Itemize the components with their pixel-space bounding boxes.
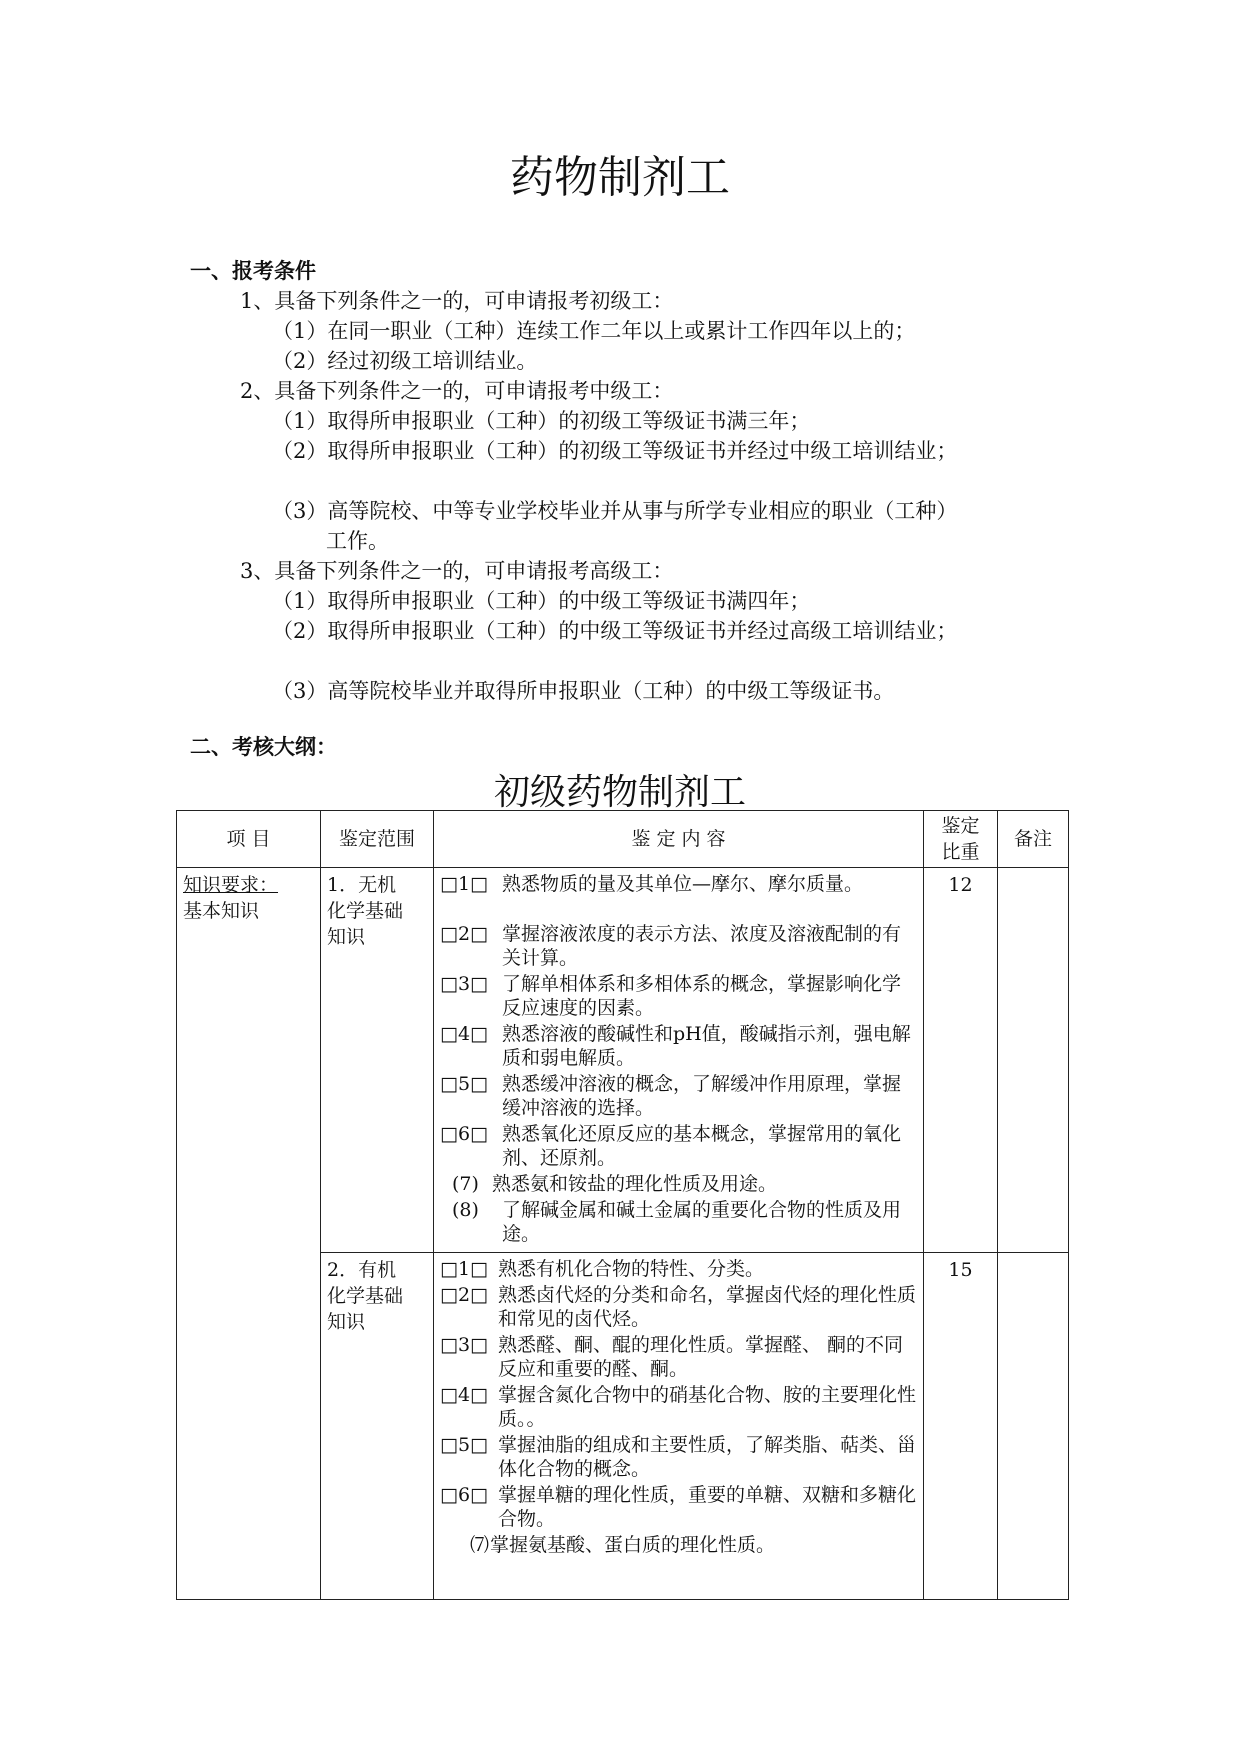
item-text: 熟悉卤代烃的分类和命名，掌握卤代烃的理化性质和常见的卤代烃。 (498, 1284, 917, 1330)
requirement-item: （1）取得所申报职业（工种）的初级工等级证书满三年； (272, 409, 811, 433)
item-number: (7) (452, 1173, 479, 1195)
content-cell (434, 868, 924, 1253)
header-weight (924, 811, 998, 868)
list-item (440, 872, 917, 896)
note-cell (998, 868, 1069, 1253)
item-number: □2□ (440, 923, 488, 945)
requirement-item: （1）在同一职业（工种）连续工作二年以上或累计工作四年以上的； (272, 319, 916, 343)
requirement-item: （2）取得所申报职业（工种）的初级工等级证书并经过中级工培训结业； (272, 439, 958, 463)
weight-cell: 12 (924, 868, 998, 1253)
requirement-item: （2）经过初级工培训结业。 (272, 349, 538, 373)
item-number: □2□ (440, 1284, 488, 1306)
item-number: □5□ (440, 1434, 488, 1456)
item-text: 掌握油脂的组成和主要性质，了解类脂、萜类、甾体化合物的概念。 (498, 1434, 917, 1480)
item-subcategory: 基本知识 (183, 900, 260, 922)
header-weight-line1: 鉴定 (941, 815, 980, 837)
item-text: 了解碱金属和碱土金属的重要化合物的性质及用途。 (502, 1199, 902, 1245)
list-item (440, 1533, 917, 1557)
list-item (440, 1022, 917, 1070)
requirement-group-label: 3、具备下列条件之一的，可申请报考高级工： (240, 559, 674, 583)
item-text: 掌握含氮化合物中的硝基化合物、胺的主要理化性质。。 (498, 1384, 917, 1430)
item-number: (8) (452, 1199, 479, 1221)
list-item (440, 1257, 917, 1281)
page-title: 药物制剂工 (510, 152, 730, 203)
item-text: 熟悉氨和铵盐的理化性质及用途。 (492, 1173, 778, 1195)
outline-title: 初级药物制剂工 (493, 772, 746, 813)
item-text: 掌握溶液浓度的表示方法、浓度及溶液配制的有关计算。 (502, 923, 902, 969)
requirement-item: （1）取得所申报职业（工种）的中级工等级证书满四年； (272, 589, 811, 613)
item-number: □6□ (440, 1484, 488, 1506)
item-number: □6□ (440, 1123, 488, 1145)
content-cell (434, 1253, 924, 1600)
item-number: □1□ (440, 873, 488, 895)
list-item (440, 1283, 917, 1331)
item-number: □4□ (440, 1023, 488, 1045)
list-item (440, 1383, 917, 1431)
list-item (440, 922, 917, 970)
item-number: □1□ (440, 1258, 488, 1280)
item-text: 熟悉氧化还原反应的基本概念，掌握常用的氧化剂、还原剂。 (502, 1123, 902, 1169)
header-item: 项 目 (177, 811, 321, 868)
section-heading-requirements: 一、报考条件 (190, 258, 316, 283)
item-text: 掌握单糖的理化性质，重要的单糖、双糖和多糖化合物。 (498, 1484, 917, 1530)
list-item (440, 1333, 917, 1381)
list-item (440, 1198, 917, 1246)
list-item (440, 1433, 917, 1481)
weight-cell: 15 (924, 1253, 998, 1600)
requirement-group-label: 2、具备下列条件之一的，可申请报考中级工： (240, 379, 674, 403)
item-text: 熟悉缓冲溶液的概念，了解缓冲作用原理，掌握缓冲溶液的选择。 (502, 1073, 902, 1119)
scope-cell (321, 1253, 434, 1600)
item-text: 熟悉有机化合物的特性、分类。 (498, 1258, 765, 1280)
item-number: □4□ (440, 1384, 488, 1406)
item-text: 了解单相体系和多相体系的概念，掌握影响化学反应速度的因素。 (502, 973, 902, 1019)
header-weight-line2: 比重 (941, 841, 980, 863)
list-item (440, 972, 917, 1020)
item-text: 熟悉醛、酮、醌的理化性质。掌握醛、 酮的不同反应和重要的醛、酮。 (498, 1334, 904, 1380)
list-item (440, 1172, 917, 1196)
scope-line: 知识 (327, 926, 366, 948)
item-cell (177, 868, 321, 1600)
requirement-item: （3）高等院校、中等专业学校毕业并从事与所学专业相应的职业（工种） (272, 499, 958, 523)
item-number: ⑺ (470, 1534, 490, 1556)
section-heading-outline: 二、考核大纲： (190, 734, 337, 759)
item-number: □5□ (440, 1073, 488, 1095)
scope-line: 化学基础 (327, 1285, 404, 1307)
scope-line: 化学基础 (327, 900, 404, 922)
header-content: 鉴 定 内 容 (434, 811, 924, 868)
list-item (440, 1122, 917, 1170)
list-item (440, 1483, 917, 1531)
item-text: 熟悉溶液的酸碱性和pH值，酸碱指示剂，强电解质和弱电解质。 (502, 1023, 911, 1069)
scope-line: 2．有机 (327, 1259, 397, 1281)
header-scope: 鉴定范围 (321, 811, 434, 868)
requirement-item-continuation: 工作。 (326, 529, 389, 553)
item-text: 掌握氨基酸、蛋白质的理化性质。 (490, 1534, 776, 1556)
table-header-row (177, 811, 1069, 868)
note-cell (998, 1253, 1069, 1600)
item-category: 知识要求： (183, 874, 279, 896)
table-row (177, 868, 1069, 1253)
scope-line: 1．无机 (327, 874, 397, 896)
assessment-outline-table (176, 810, 1069, 1600)
requirement-item: （3）高等院校毕业并取得所申报职业（工种）的中级工等级证书。 (272, 679, 895, 703)
item-text: 熟悉物质的量及其单位—摩尔、摩尔质量。 (502, 873, 864, 895)
requirement-group-label: 1、具备下列条件之一的，可申请报考初级工： (240, 289, 674, 313)
item-number: □3□ (440, 973, 488, 995)
scope-cell (321, 868, 434, 1253)
list-item (440, 1072, 917, 1120)
scope-line: 知识 (327, 1311, 366, 1333)
header-note: 备注 (998, 811, 1069, 868)
requirement-item: （2）取得所申报职业（工种）的中级工等级证书并经过高级工培训结业； (272, 619, 958, 643)
item-number: □3□ (440, 1334, 488, 1356)
